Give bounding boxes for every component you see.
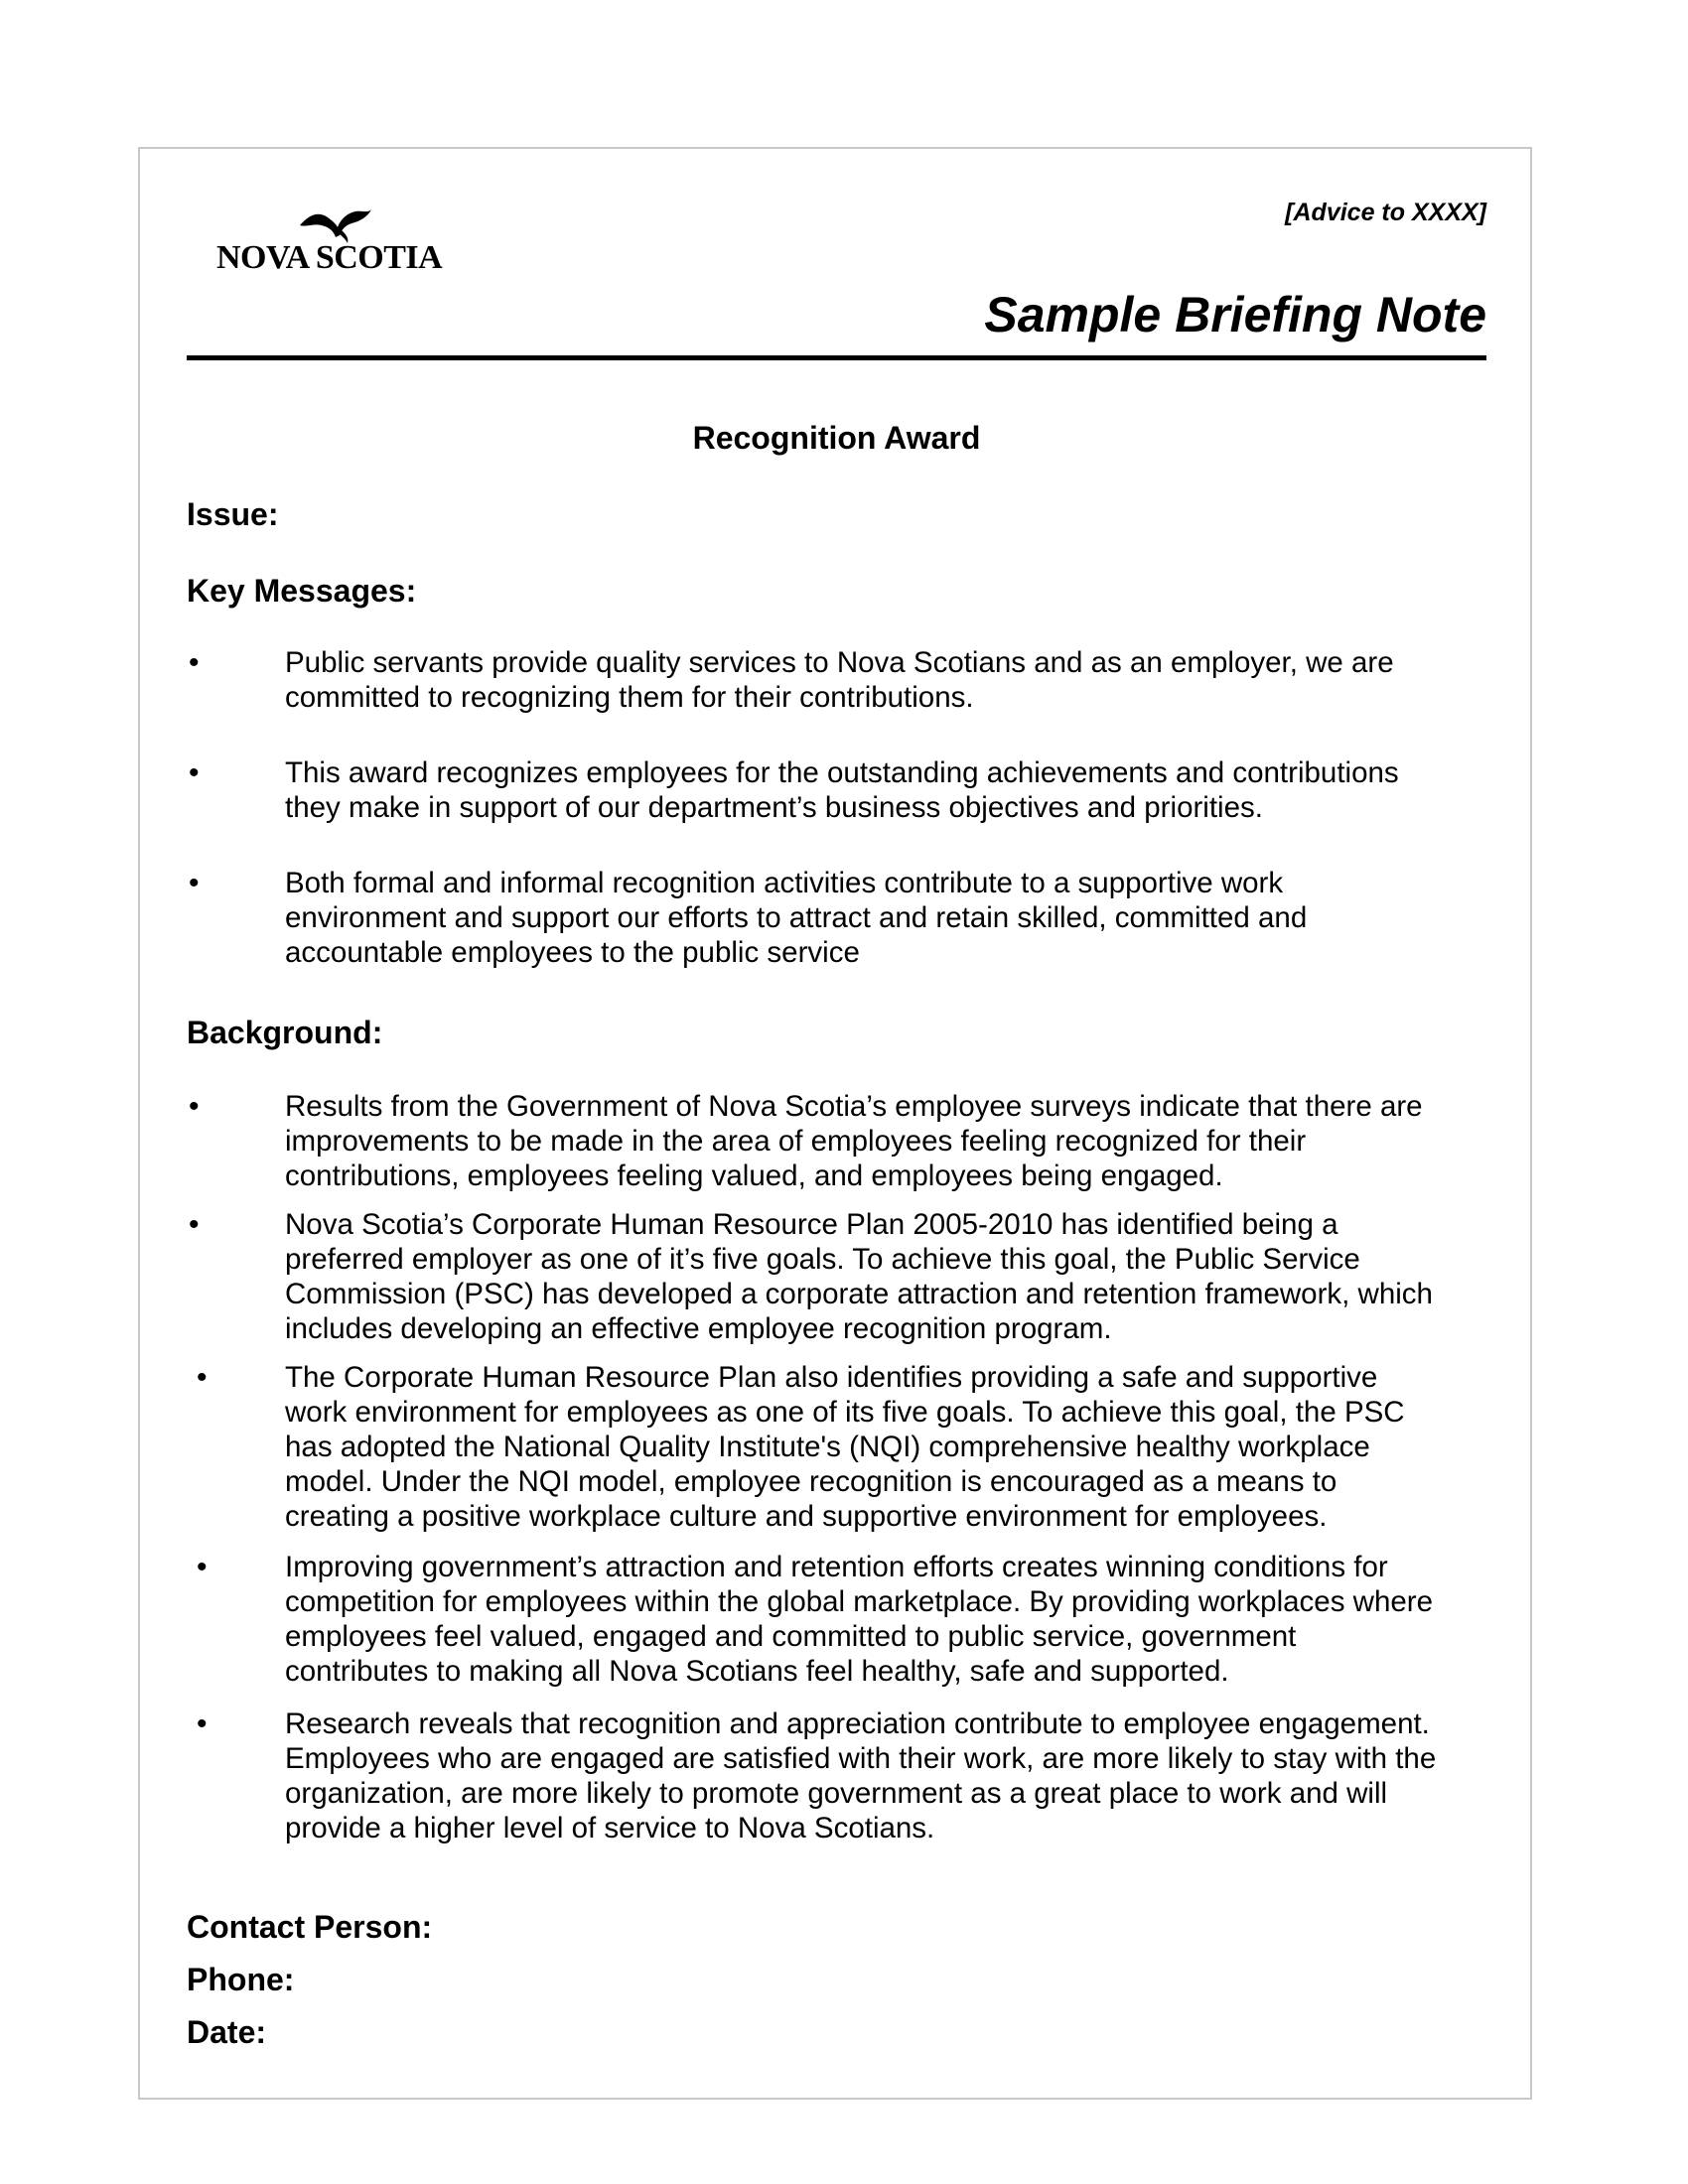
logo-wordmark: NOVA SCOTIA [216,239,443,276]
nova-scotia-logo [216,204,465,303]
title-divider [187,355,1486,360]
list-item-text: Public servants provide quality services to Nova Scotians and as an employer, we are committed to recognizing them for their contributions. [285,646,1394,714]
bullet-icon: • [197,1361,208,1394]
phone-label: Phone: [187,1962,295,1997]
list-item-text: The Corporate Human Resource Plan also identifies providing a safe and supportive work environment for employees as one of its five goals. To achieve this goal, the PSC has adopted the National Quality Institute's (NQI) comprehensive healthy workplace model. Under the NQI model, employee recognition is encouraged as a means to creating a positive workplace culture and supportive environment for employees. [285,1361,1405,1533]
bullet-icon: • [189,756,200,789]
list-item-text: Both formal and informal recognition activities contribute to a supportive work environment and support our efforts to attract and retain skilled, committed and accountable employees to the public service [285,867,1308,969]
bullet-icon: • [189,1208,200,1241]
background-heading: Background: [187,1015,383,1050]
bullet-icon: • [189,646,200,679]
page-title: Sample Briefing Note [984,287,1486,342]
list-item-text: Nova Scotia’s Corporate Human Resource Plan 2005-2010 has identified being a preferred employer as one of it’s five goals. To achieve this goal, the Public Service Commission (PSC) has developed a corporate attraction and retention framework, which includes developing an effective employee recognition program. [285,1208,1433,1345]
bullet-icon: • [189,1090,200,1123]
bullet-icon: • [197,1551,208,1583]
bullet-icon: • [197,1707,208,1740]
briefing-subject: Recognition Award [692,420,981,456]
date-label: Date: [187,2014,267,2050]
list-item-text: Research reveals that recognition and appreciation contribute to employee engagement. Employees who are engaged are satisfied with their work, are more likely to stay with the organization, are more likely to promote government as a great place to work and will provide a higher level of service to Nova Scotians. [285,1707,1437,1844]
bullet-icon: • [189,867,200,899]
contact-person-label: Contact Person: [187,1909,433,1945]
key-messages-heading: Key Messages: [187,573,417,609]
list-item-text: Results from the Government of Nova Scotia’s employee surveys indicate that there are improvements to be made in the area of employees feeling recognized for their contributions, employees feeling valued, and employees being engaged. [285,1090,1423,1192]
advice-recipient: [Advice to XXXX] [1285,199,1486,226]
list-item-text: Improving government’s attraction and retention efforts creates winning conditions for competition for employees within the global marketplace. By providing workplaces where employees feel valued, engaged and committed to public service, government contributes to making all Nova Scotians feel healthy, safe and supported. [285,1551,1433,1688]
list-item-text: This award recognizes employees for the outstanding achievements and contributions they make in support of our department’s business objectives and priorities. [285,756,1399,824]
issue-heading: Issue: [187,496,279,532]
